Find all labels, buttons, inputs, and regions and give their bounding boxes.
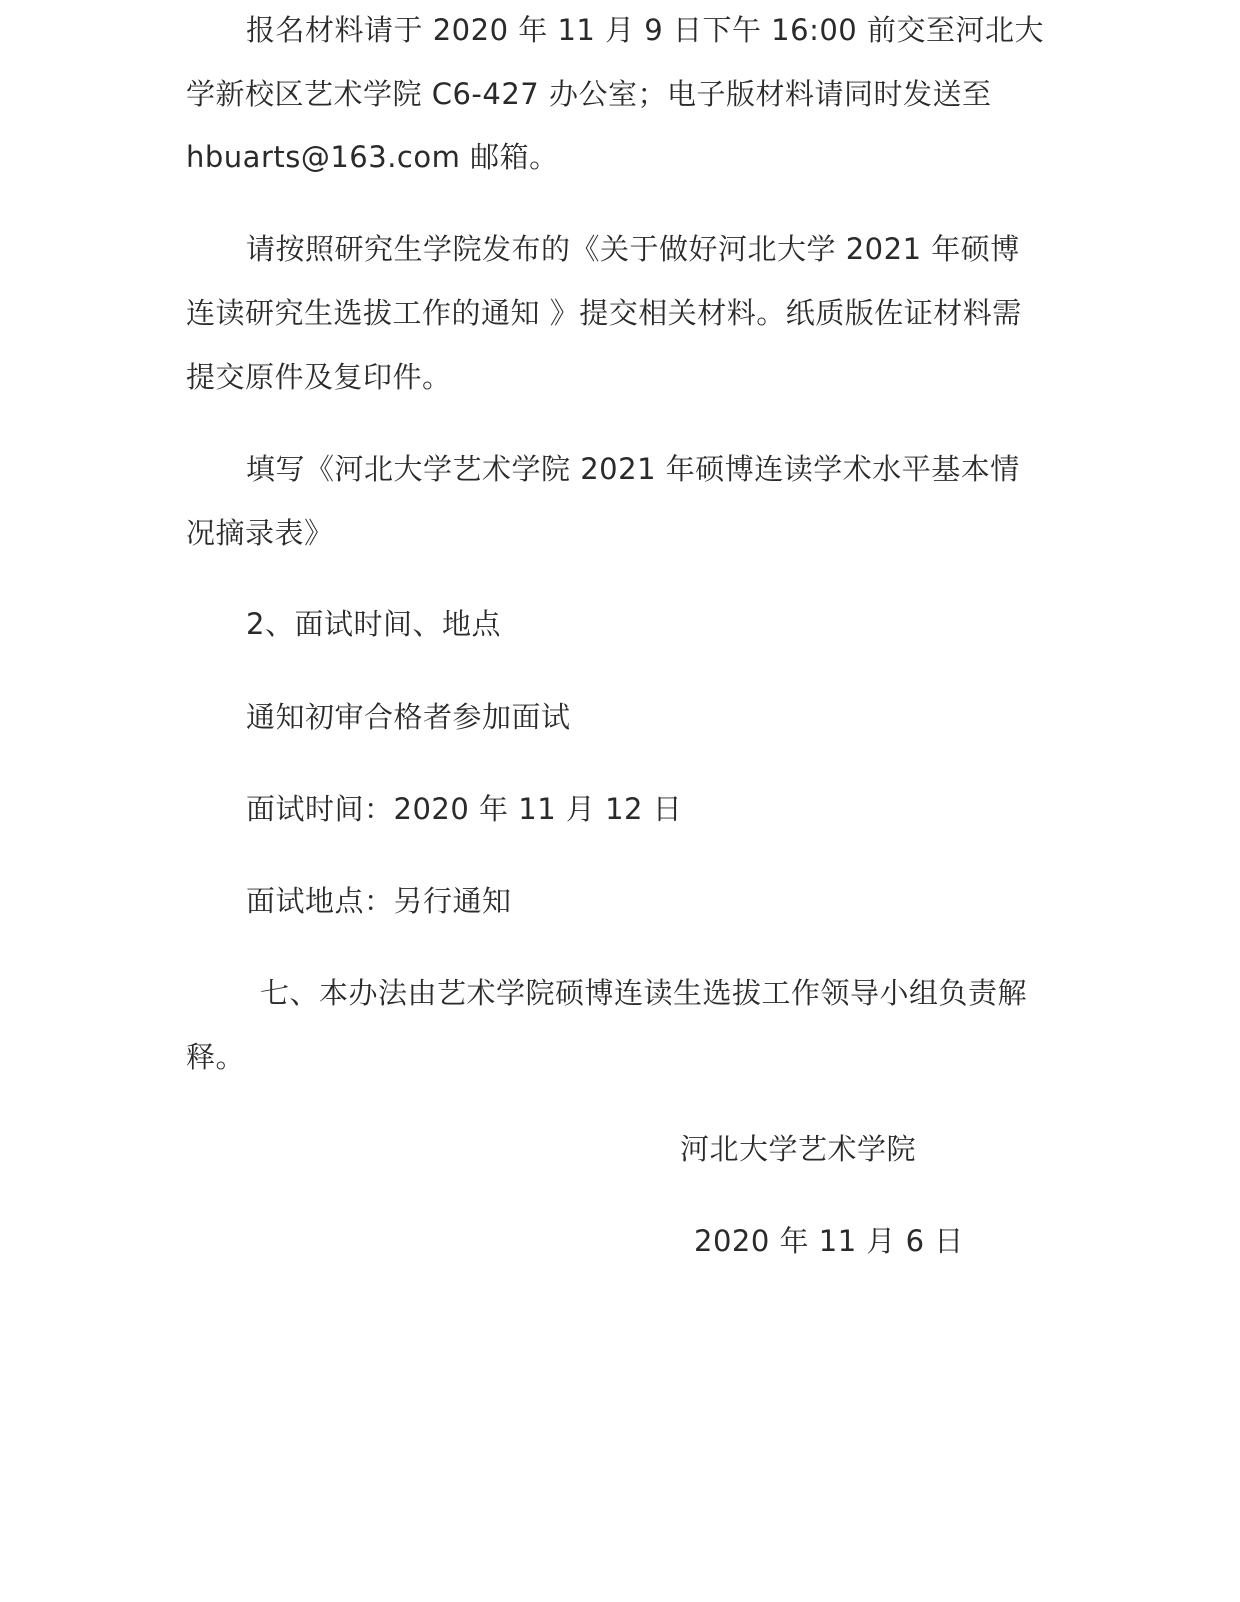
paragraph-3-line-1: 填写《河北大学艺术学院 2021 年硕博连读学术水平基本情 — [246, 452, 1020, 486]
interview-location: 面试地点：另行通知 — [246, 884, 512, 918]
paragraph-1-line-1: 报名材料请于 2020 年 11 月 9 日下午 16:00 前交至河北大 — [246, 13, 1044, 47]
signature-date: 2020 年 11 月 6 日 — [694, 1224, 964, 1258]
section-2-heading: 2、面试时间、地点 — [246, 607, 501, 641]
paragraph-1-line-3: hbuarts@163.com 邮箱。 — [186, 140, 559, 174]
paragraph-2-line-2: 连读研究生选拔工作的通知 》提交相关材料。纸质版佐证材料需 — [186, 296, 1022, 330]
paragraph-2-line-3: 提交原件及复印件。 — [186, 360, 452, 394]
interview-notice: 通知初审合格者参加面试 — [246, 700, 571, 734]
paragraph-1-line-2: 学新校区艺术学院 C6-427 办公室；电子版材料请同时发送至 — [186, 77, 992, 111]
article-7-line-2: 释。 — [186, 1040, 246, 1074]
paragraph-3-line-2: 况摘录表》 — [186, 516, 334, 550]
article-7-line-1: 七、本办法由艺术学院硕博连读生选拔工作领导小组负责解 — [260, 976, 1028, 1010]
paragraph-2-line-1: 请按照研究生学院发布的《关于做好河北大学 2021 年硕博 — [246, 232, 1020, 266]
interview-time: 面试时间：2020 年 11 月 12 日 — [246, 792, 683, 826]
signature-organization: 河北大学艺术学院 — [680, 1132, 917, 1166]
